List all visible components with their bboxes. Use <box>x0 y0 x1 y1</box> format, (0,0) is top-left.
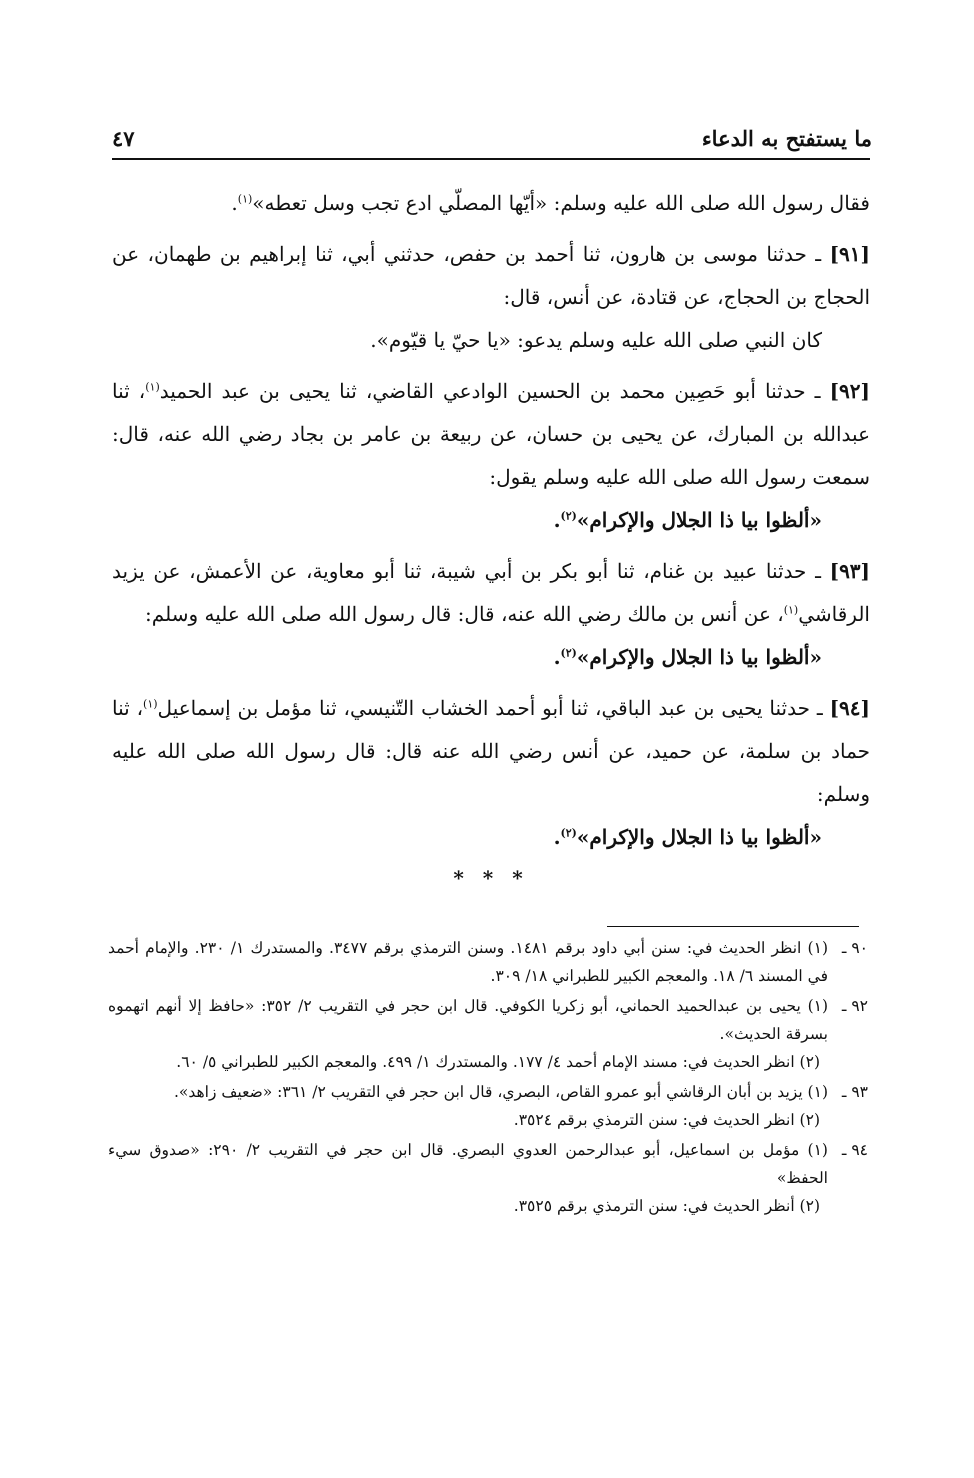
footnote-ref: (٢) <box>560 646 577 660</box>
hadith-93-text-a: ـ حدثنا عبيد بن غنام، ثنا أبو بكر بن أبي شيبة، ثنا أبو معاوية، عن الأعمش، عن يزيد الرقاشي <box>112 559 870 626</box>
footnote-92-2: (٢) انظر الحديث في: مسند الإمام أحمد ٤/ ١٧٧. والمستدرك ١/ ٤٩٩. والمعجم الكبير للطبراني ٥/ ٦٠. <box>176 1053 820 1071</box>
hadith-92-text-b: ، ثنا عبدالله بن المبارك، عن يحيى بن حسان، عن ربيعة بن عامر بن بجاد رضي الله عنه، قال: سمعت رسول الله صلى الله عليه وسلم يقول: <box>112 379 870 489</box>
footnote-group-90 <box>108 934 868 990</box>
quote-end: . <box>553 825 561 849</box>
running-header <box>112 120 872 160</box>
footnote-ref: (٢) <box>560 509 577 523</box>
footnote-92-1: (١) يحيى بن عبدالحميد الحماني، أبو زكريا الكوفي. قال ابن حجر في التقريب ٢/ ٣٥٢: «حافظ إلا أنهم اتهموه بسرقة الحديث». <box>108 997 829 1043</box>
hadith-92-chain <box>112 370 870 499</box>
footnote-ref: (١) <box>145 380 160 394</box>
quote-text: «ألظوا بيا ذا الجلال والإكرام» <box>576 825 822 849</box>
hadith-93 <box>112 550 870 679</box>
hadith-91-text: ـ حدثنا موسى بن هارون، ثنا أحمد بن حفص، حدثني أبي، ثنا إبراهيم بن طهمان، عن الحجاج بن الحجاج، عن قتادة، عن أنس، قال: <box>112 242 870 309</box>
footnote-93-1: (١) يزيد بن أبان الرقاشي أبو عمرو القاص، البصري، قال ابن حجر في التقريب ٢/ ٣٦١: «ضعيف زاهد». <box>173 1083 828 1101</box>
hadith-93-text-b: ، عن أنس بن مالك رضي الله عنه، قال: قال رسول الله صلى الله عليه وسلم: <box>145 602 784 626</box>
quote-end: . <box>553 508 561 532</box>
hadith-94 <box>112 687 870 859</box>
footnote-group-label: ٩٣ ـ <box>841 1083 868 1101</box>
main-text <box>112 182 870 900</box>
footnote-ref: (١) <box>783 603 799 617</box>
hadith-92-quote <box>112 499 870 542</box>
footnote-ref: (١) <box>237 192 253 206</box>
footnote-group-label: ٩٢ ـ <box>841 997 868 1015</box>
footnote-94-2: (٢) أنظر الحديث في: سنن الترمذي برقم ٣٥٢٥. <box>513 1197 820 1215</box>
hadith-94-text-a: ـ حدثنا يحيى بن عبد الباقي، ثنا أبو أحمد الخشاب التّنيسي، ثنا مؤمل بن إسماعيل <box>157 696 823 720</box>
hadith-number: [٩١] <box>829 242 870 266</box>
quote-text: «ألظوا بيا ذا الجلال والإكرام» <box>576 645 822 669</box>
hadith-number: [٩٢] <box>829 379 870 403</box>
footnote-group-94 <box>108 1136 868 1220</box>
hadith-92-text-a: ـ حدثنا أبو حَصِين محمد بن الحسين الوادعي القاضي، ثنا يحيى بن عبد الحميد <box>159 379 821 403</box>
hadith-91-chain <box>112 233 870 319</box>
intro-text: فقال رسول الله صلى الله عليه وسلم: «أيّها المصلّي ادع تجب وسل تعطه» <box>252 191 870 215</box>
footnote-93-2: (٢) انظر الحديث في: سنن الترمذي برقم ٣٥٢٤. <box>513 1111 820 1129</box>
header-rule <box>112 158 870 160</box>
hadith-number: [٩٤] <box>829 696 870 720</box>
hadith-number: [٩٣] <box>829 559 871 583</box>
hadith-93-quote <box>112 636 870 679</box>
footnote-group-92 <box>108 992 868 1076</box>
hadith-93-chain <box>112 550 870 636</box>
hadith-94-chain <box>112 687 870 816</box>
hadith-94-text-b: ، ثنا حماد بن سلمة، عن حميد، عن أنس رضي الله عنه قال: قال رسول الله صلى الله عليه وسلم: <box>112 696 870 806</box>
hadith-92 <box>112 370 870 542</box>
footnote-group-93 <box>108 1078 868 1134</box>
footnote-90-1: (١) انظر الحديث في: سنن أبي داود برقم ١٤٨١. وسنن الترمذي برقم ٣٤٧٧. والمستدرك ١/ ٢٣٠. والإمام أحمد في المسند ٦/ ١٨. والمعجم الكبير للطبراني ١٨/ ٣٠٩. <box>108 939 828 985</box>
hadith-94-quote <box>112 816 870 859</box>
page-number: ٤٧ <box>112 126 135 151</box>
quote-text: «ألظوا بيا ذا الجلال والإكرام» <box>576 508 822 532</box>
hadith-91 <box>112 233 870 362</box>
footnote-rule <box>607 926 859 927</box>
quote-end: . <box>553 645 561 669</box>
intro-paragraph <box>112 182 870 225</box>
chapter-title: ما يستفتح به الدعاء <box>701 126 872 151</box>
hadith-91-quote: كان النبي صلى الله عليه وسلم يدعو: «يا حيّ يا قيّوم». <box>370 328 822 352</box>
footnote-group-label: ٩٤ ـ <box>841 1141 868 1159</box>
intro-end: . <box>231 191 238 215</box>
footnotes <box>108 934 868 1222</box>
footnote-ref: (١) <box>143 697 158 711</box>
footnote-ref: (٢) <box>560 826 577 840</box>
footnote-group-label: ٩٠ ـ <box>841 939 868 957</box>
footnote-94-1: (١) مؤمل بن اسماعيل، أبو عبدالرحمن العدوي البصري. قال ابن حجر في التقريب ٢/ ٢٩٠: «صدوق سيء الحفظ» <box>108 1141 828 1187</box>
section-separator: * * * <box>453 866 529 890</box>
